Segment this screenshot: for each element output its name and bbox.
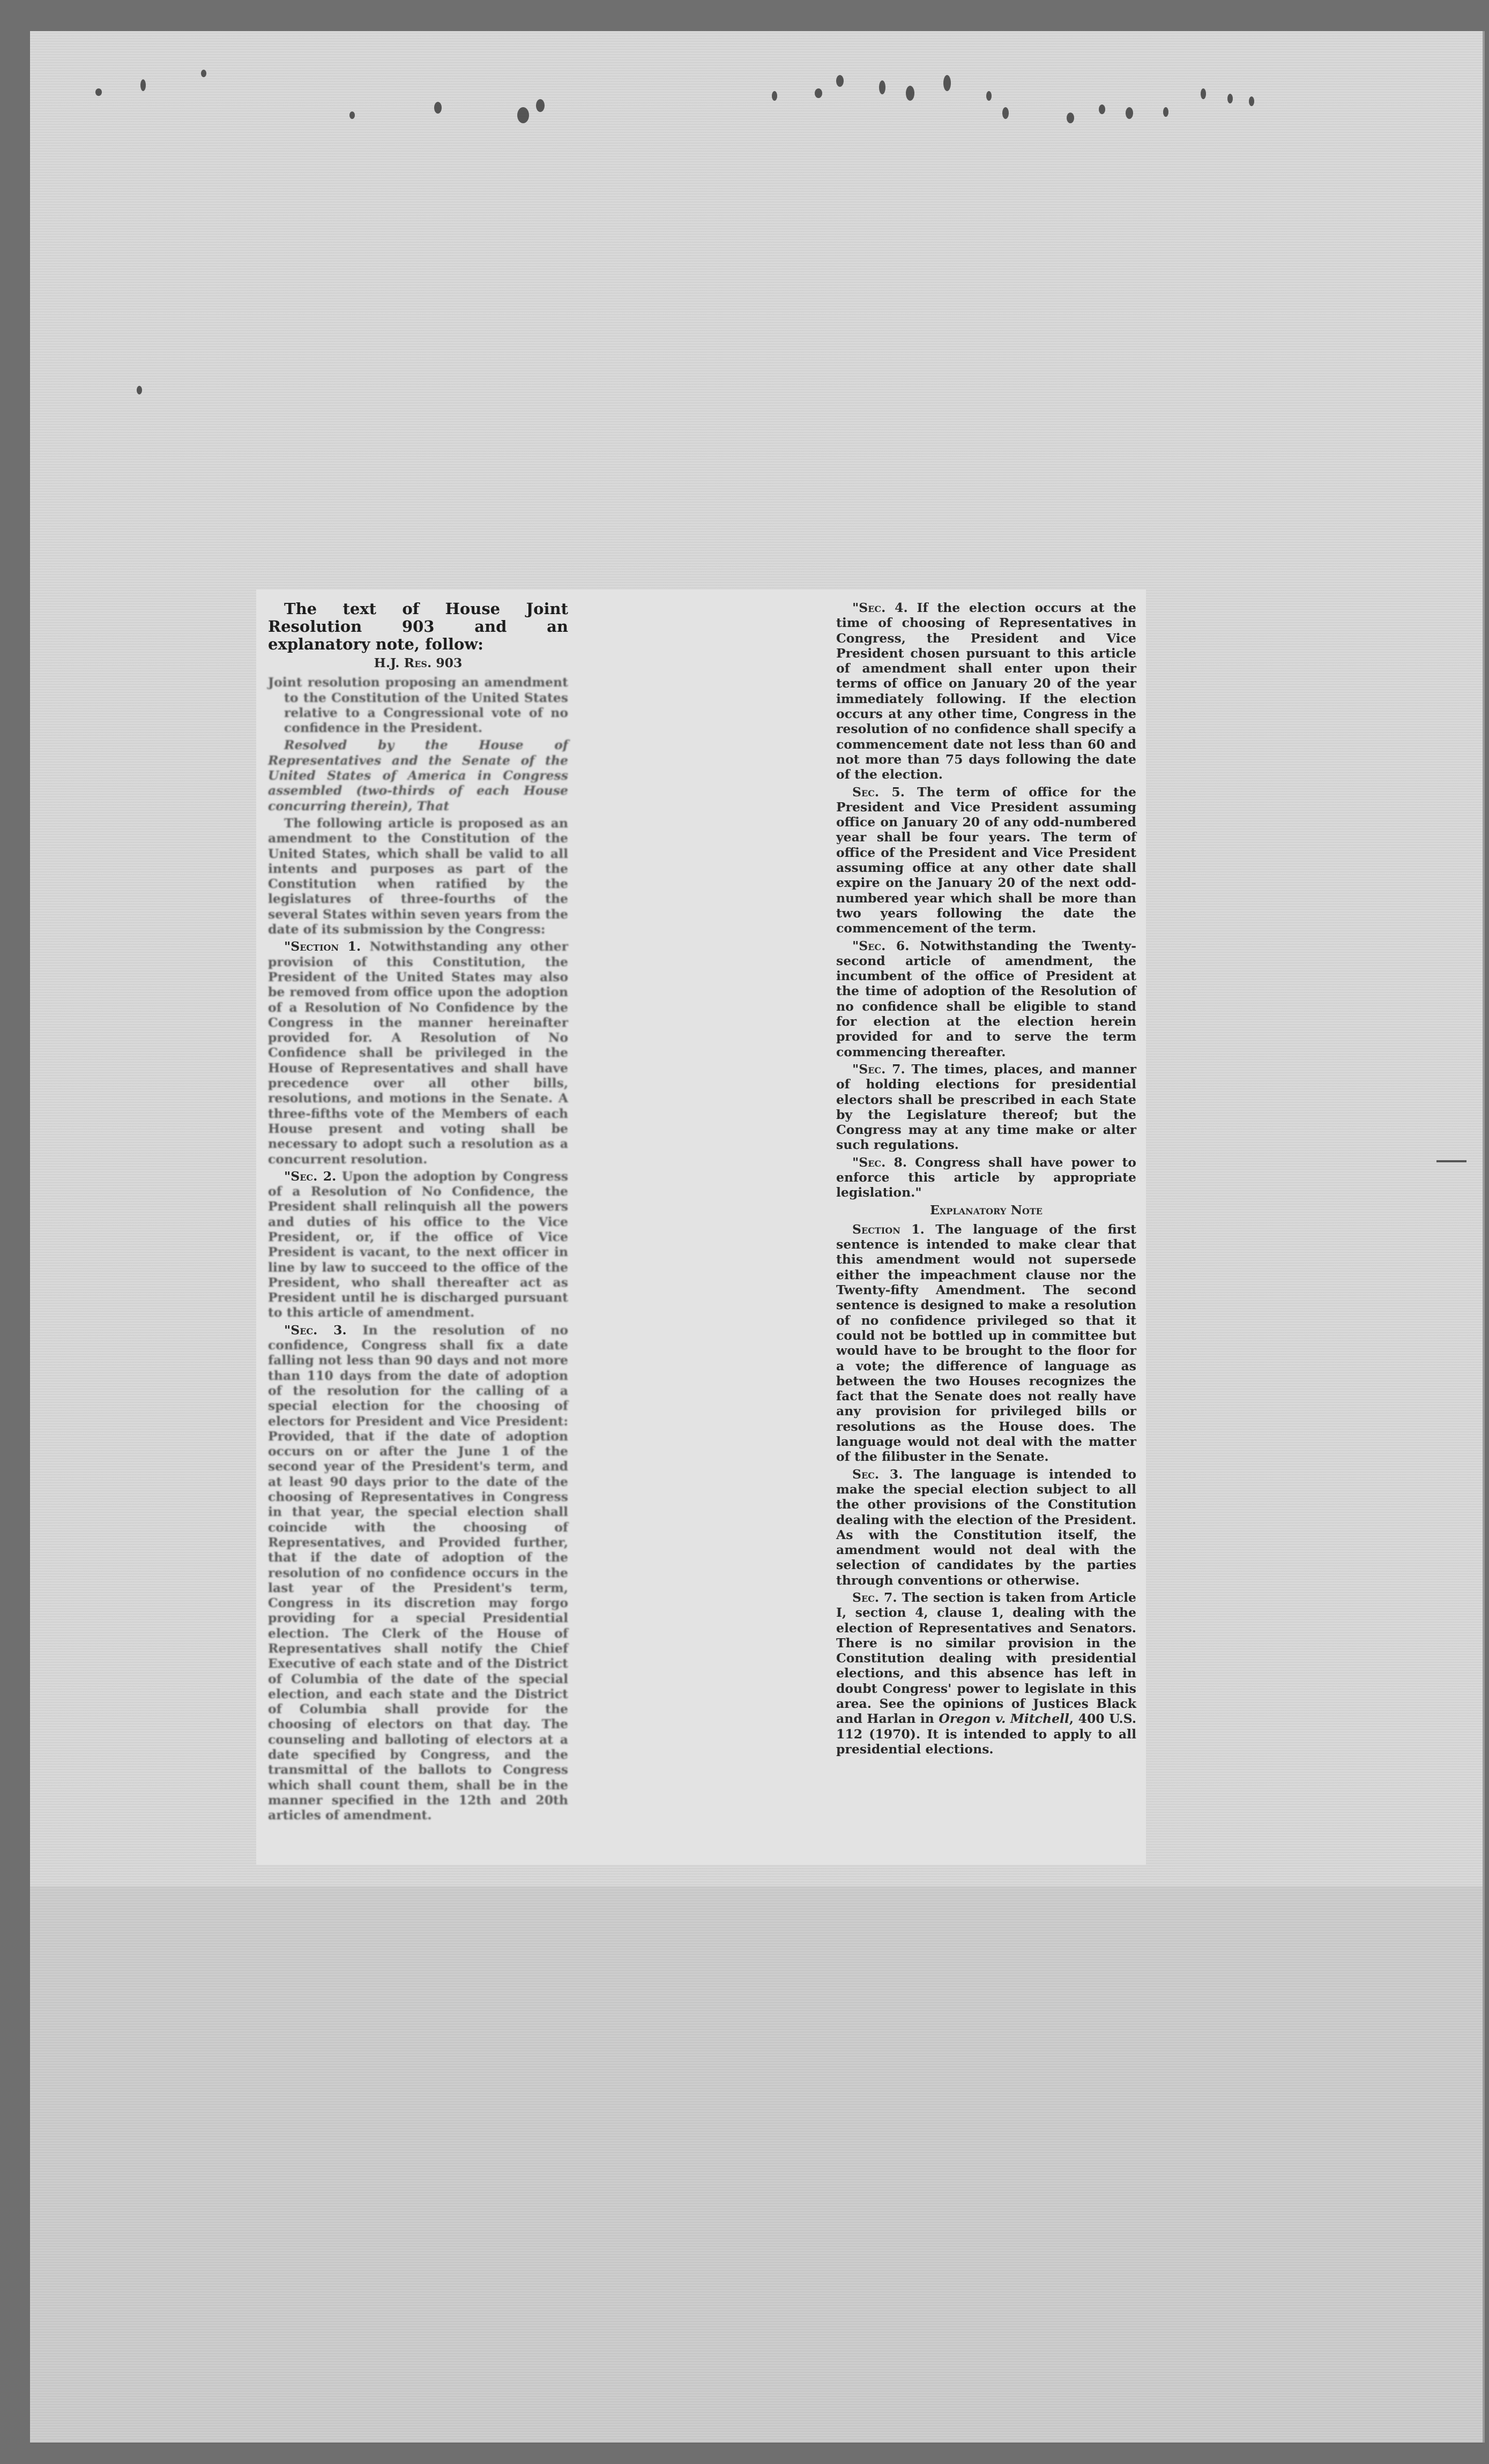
section-1: "Section 1. Notwithstanding any other provision of this Constitution, the President of the United States may also be removed from office upon the adoption of a Resolution of No Confidence by the Congress in the manner hereinafter provided for. A Resolution of No Confidence shall be privileged in the House of Representatives and shall have precedence over all other bills, resolutions, and motions in the Senate. A three-fifths vote of the Members of each House present and voting shall be necessary to adopt such a resolution as a concurrent resolution. bbox=[268, 939, 568, 1167]
resolved-clause: Resolved by the House of Representatives and the Senate of the United States of America in Congress assembled (two-thirds of each House concurring therein), That bbox=[268, 737, 568, 813]
edge-mark bbox=[1436, 1160, 1466, 1162]
left-column bbox=[268, 600, 568, 1825]
section-4: "Sec. 4. If the election occurs at the time of choosing of Representatives in Congress, the President and Vice President chosen pursuant to this article of amendment shall enter upon their terms of office on January 20 of the year immediately following. If the election occurs at any other time, Congress in the resolution of no confidence shall specify a commencement date not less than 60 and not more than 75 days following the date of the election. bbox=[836, 600, 1137, 782]
case-citation: Oregon v. Mitchell bbox=[939, 1711, 1069, 1727]
paper-shadow-region bbox=[30, 1886, 1483, 2444]
section-7: "Sec. 7. The times, places, and manner of holding elections for presidential electors shall be prescribed in each State by the Legislature thereof; but the Congress may at any time make or alter such regulations. bbox=[836, 1061, 1137, 1153]
note-section-7: Sec. 7. The section is taken from Article I, section 4, clause 1, dealing with the election of Representatives and Senators. There is no similar provision in the Constitution dealing with presidential elections, and this absence has left in doubt Congress' power to legislate in this area. See the opinions of Justices Black and Harlan in Oregon v. Mitchell, 400 U.S. 112 (1970). It is intended to apply to all presidential elections. bbox=[836, 1590, 1137, 1757]
section-2: "Sec. 2. Upon the adoption by Congress of a Resolution of No Confidence, the President shall relinquish all the powers and duties of his office to the Vice President, or, if the office of Vice President is vacant, to the next officer in line by law to succeed to the office of the President, who shall thereafter act as President until he is discharged pursuant to this article of amendment. bbox=[268, 1168, 569, 1320]
section-6: "Sec. 6. Notwithstanding the Twenty-second article of amendment, the incumbent of the office of President at the time of adoption of the Resolution of no confidence shall be eligible to stand for election at the election herein provided for and to serve the term commencing thereafter. bbox=[836, 938, 1136, 1059]
headline: The text of House Joint Resolution 903 and an explanatory note, follow: bbox=[268, 600, 568, 653]
intro-paragraph: The following article is proposed as an amendment to the Constitution of the United States, which shall be valid to all intents and purposes as part of the Constitution when ratified by the legislatures of three-fourths of the several States within seven years from the date of its submission by the Congress: bbox=[268, 815, 568, 937]
section-5: Sec. 5. The term of office for the President and Vice President assuming office on January 20 of any odd-numbered year shall be four years. The term of office of the President and Vice President assuming office at any other date shall expire on the January 20 of the next odd-numbered year which shall be more than two years following the date the commencement of the term. bbox=[836, 784, 1136, 936]
explanatory-note-heading: Explanatory Note bbox=[930, 1202, 1043, 1218]
section-8: "Sec. 8. Congress shall have power to enforce this article by appropriate legislation." bbox=[836, 1154, 1136, 1200]
note-section-3: Sec. 3. The language is intended to make the special election subject to all the other provisions of the Constitution dealing with the election of the President. As with the Constitution itself, the amendment would not deal with the selection of candidates by the parties through conventions or otherwise. bbox=[836, 1466, 1137, 1588]
resolution-number: H.J. Res. 903 bbox=[374, 655, 463, 670]
section-3: "Sec. 3. In the resolution of no confidence, Congress shall fix a date falling not less than 90 days and not more than 110 days from the date of adoption of the resolution for the calling of a special election for the choosing of electors for President and Vice President: Provided, that if the date of adoption occurs on or after the June 1 of the second year of the President's term, and at least 90 days prior to the date of the choosing of Representatives in Congress in that year, the special election shall coincide with the choosing of Representatives, and Provided further, that if the date of adoption of the resolution of no confidence occurs in the last year of the President's term, Congress in its discretion may forgo providing for a special Presidential election. The Clerk of the House of Representatives shall notify the Chief Executive of each state and of the District of Columbia of the date of the special election, and each state and the District of Columbia shall provide for the choosing of electors on that day. The counseling and balloting of electors at a date specified by Congress, and the transmittal of the ballots to Congress which shall count them, shall be in the manner specified in the 12th and 20th articles of amendment. bbox=[268, 1322, 568, 1823]
right-column bbox=[836, 600, 1136, 1759]
resolution-title: Joint resolution proposing an amendment to the Constitution of the United States relative to a Congressional vote of no confidence in the President. bbox=[268, 675, 568, 736]
note-section-1: Section 1. The language of the first sentence is intended to make clear that this amendment would not supersede either the impeachment clause nor the Twenty-fifty Amendment. The second sentence is designed to make a resolution of no confidence privileged so that it could not be bottled up in committee but would have to be brought to the floor for a vote; the difference of language as between the two Houses recognizes the fact that the Senate does not really have any provision for privileged bills or resolutions as the House does. The language would not deal with the matter of the filibuster in the Senate. bbox=[836, 1221, 1136, 1465]
